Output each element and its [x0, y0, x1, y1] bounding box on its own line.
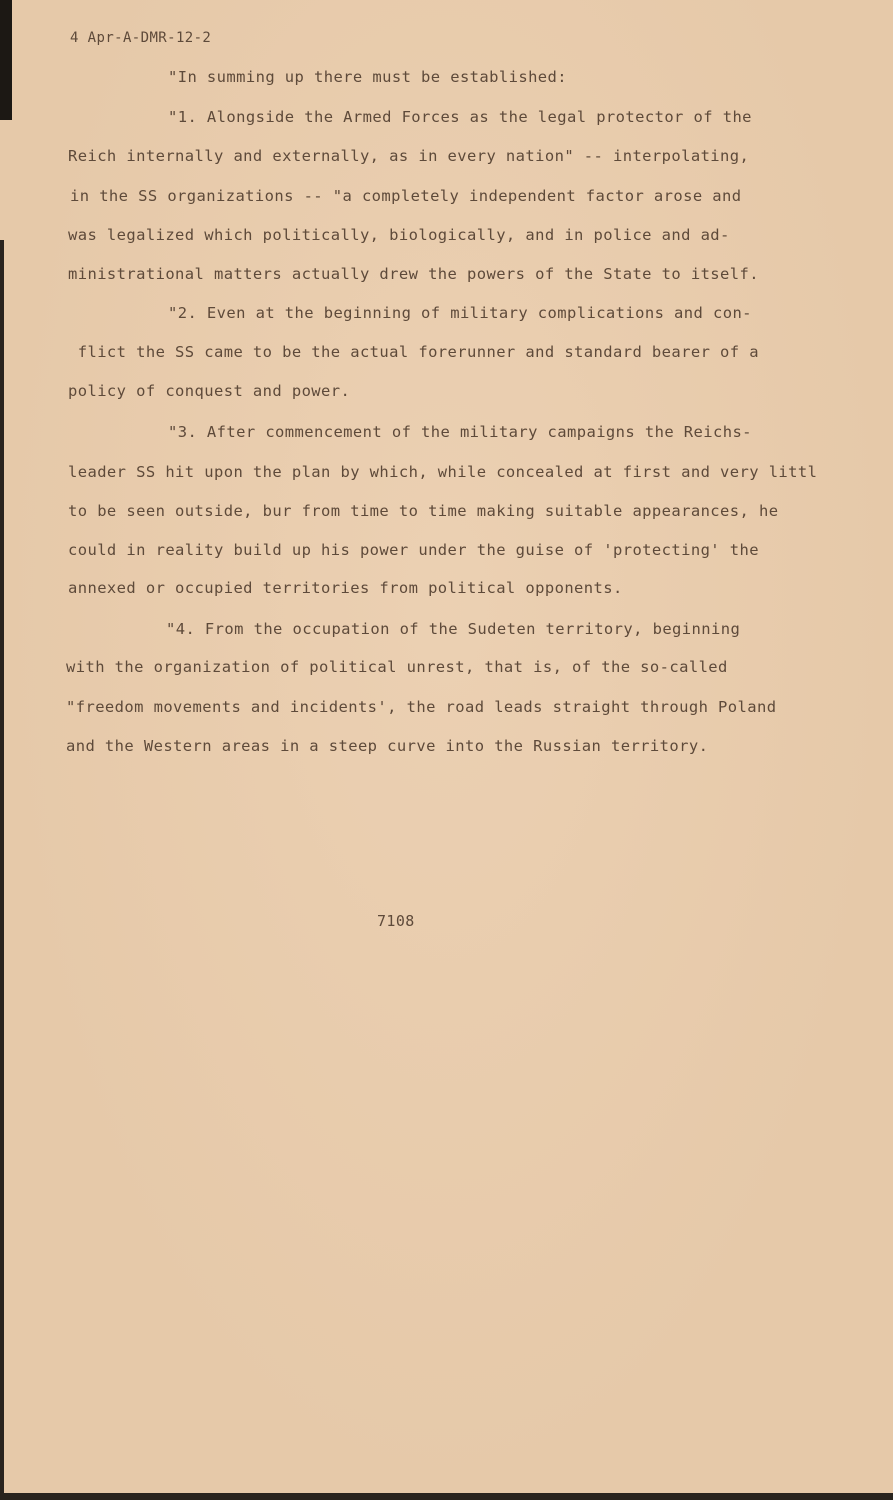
- text-line-16: with the organization of political unrest, that is, of the so-called: [66, 658, 728, 676]
- text-line-4: in the SS organizations -- "a completely independent factor arose and: [70, 187, 742, 205]
- text-line-12: to be seen outside, bur from time to time making suitable appearances, he: [68, 502, 779, 520]
- text-line-13: could in reality build up his power under the guise of 'protecting' the: [68, 541, 759, 559]
- text-line-7: "2. Even at the beginning of military complications and con-: [168, 304, 752, 322]
- text-line-15: "4. From the occupation of the Sudeten territory, beginning: [166, 620, 741, 638]
- text-line-17: "freedom movements and incidents', the road leads straight through Poland: [66, 698, 777, 716]
- text-line-3: Reich internally and externally, as in every nation" -- interpolating,: [68, 147, 750, 165]
- text-line-2: "1. Alongside the Armed Forces as the legal protector of the: [168, 108, 752, 126]
- text-line-10: "3. After commencement of the military campaigns the Reichs-: [168, 423, 752, 441]
- scan-edge-shadow: [0, 0, 12, 120]
- scan-edge-shadow-lower: [0, 240, 4, 1500]
- text-line-11: leader SS hit upon the plan by which, while concealed at first and very littl: [68, 463, 818, 481]
- text-line-5: was legalized which politically, biologically, and in police and ad-: [68, 226, 730, 244]
- text-line-9: policy of conquest and power.: [68, 382, 351, 400]
- text-line-8: flict the SS came to be the actual forerunner and standard bearer of a: [68, 343, 759, 361]
- text-line-1: "In summing up there must be established:: [168, 68, 568, 86]
- text-line-6: ministrational matters actually drew the powers of the State to itself.: [68, 265, 759, 283]
- document-reference: 4 Apr-A-DMR-12-2: [70, 30, 212, 46]
- text-line-18: and the Western areas in a steep curve into the Russian territory.: [66, 737, 709, 755]
- text-line-14: annexed or occupied territories from political opponents.: [68, 579, 623, 597]
- page-number: 7108: [377, 912, 415, 930]
- scan-edge-shadow-bottom: [0, 1493, 893, 1500]
